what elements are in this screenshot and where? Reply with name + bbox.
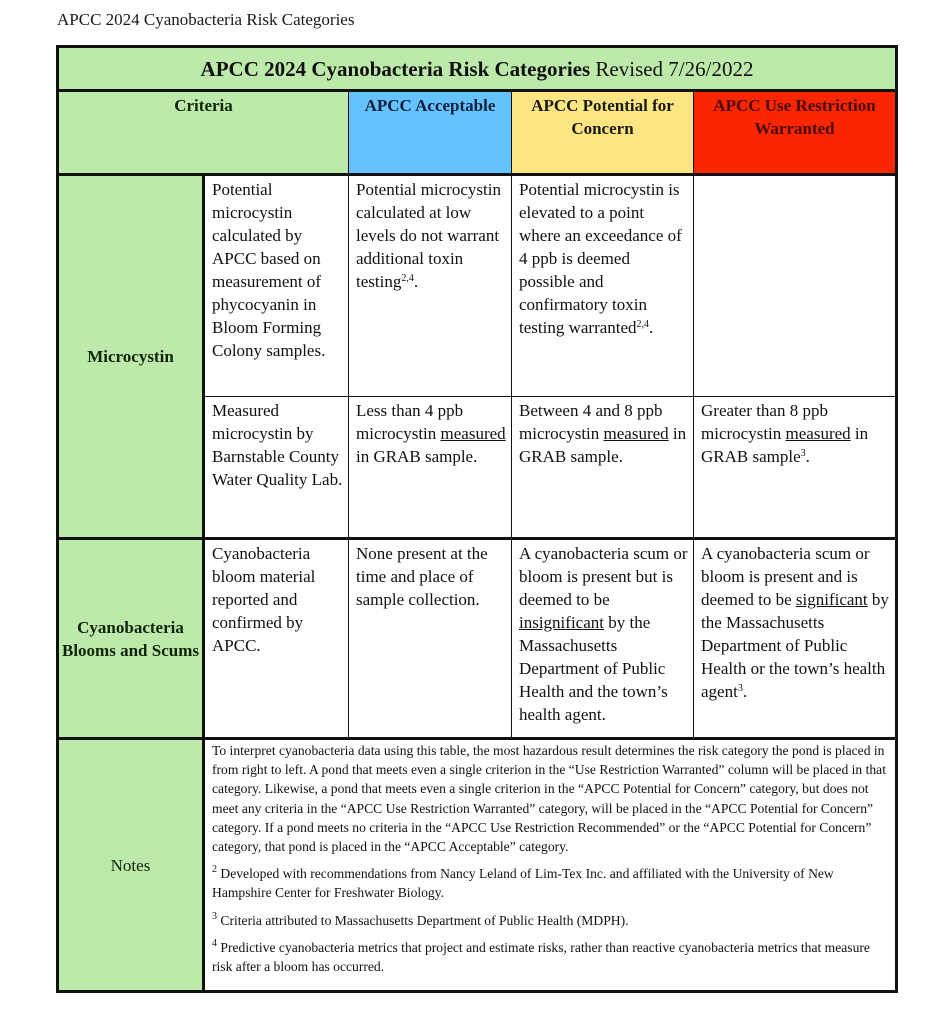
table-title-bold: APCC 2024 Cyanobacteria Risk Categories [200,57,591,81]
footnote-text: Criteria attributed to Massachusetts Department of Public Health (MDPH). [217,912,629,928]
criterion-cell: Measured microcystin by Barnstable County Water Quality Lab. [204,397,349,539]
footnote-text: Predictive cyanobacteria metrics that project and estimate risks, rather than reactive cyanobacteria metrics that measure risk after a bloom has occurred. [212,939,870,975]
cell-text-end: . [742,682,748,701]
table-row [58,175,897,397]
header-criteria: Criteria [58,91,349,175]
restriction-cell [694,175,897,397]
table-title [58,47,897,91]
underlined-text: measured [785,424,851,443]
notes-main-text: To interpret cyanobacteria data using this table, the most hazardous result determines the risk category the pond is placed in from right to left. A pond that meets even a single criterion in the “Use Restriction Warranted” column will be placed in that category. Likewise, a pond that meets even a single criterion in the “APCC Potential for Concern” category, but does not meet any criteria in the “APCC Use Restriction Warranted” category, will be placed in the “APCC Potential for Concern” category. If a pond meets no criteria in the “APCC Use Restriction Recommended” or the “APCC Potential for Concern” category, that pond is placed in the “APCC Acceptable” category. [212,743,886,855]
footnote-number: 3 [212,910,217,922]
cell-text-end: . [805,447,810,466]
underlined-text: significant [795,590,868,609]
footnote-ref: 2,4 [401,273,414,284]
cell-text: in GRAB sample [701,424,869,466]
acceptable-cell [349,175,512,397]
acceptable-cell: None present at the time and place of sample collection. [349,539,512,739]
header-acceptable: APCC Acceptable [349,91,512,175]
cell-text: A cyanobacteria scum or bloom is present but is deemed to be [519,544,688,609]
cell-text: Potential microcystin calculated at low levels do not warrant additional toxin testing [356,180,501,291]
cell-text-end: in GRAB sample. [519,424,687,466]
table-title-row [58,47,897,91]
document-title: APCC 2024 Cyanobacteria Risk Categories [57,10,355,29]
cell-text: A cyanobacteria scum or bloom is present and is deemed to be [701,544,870,609]
footnote-4 [212,938,889,976]
underlined-text: measured [440,424,506,443]
cell-text: Less than 4 ppb microcystin [356,401,464,443]
cell-text-end: . [413,272,419,291]
notes-row [58,739,897,992]
table-row [58,539,897,739]
footnote-number: 4 [212,937,217,949]
criterion-cell: Cyanobacteria bloom material reported and confirmed by APCC. [204,539,349,739]
risk-categories-table [56,45,898,993]
acceptable-cell [349,397,512,539]
row-label-microcystin: Microcystin [58,175,204,539]
underlined-text: measured [603,424,669,443]
footnote-2 [212,864,889,902]
restriction-cell [694,539,897,739]
footnote-3 [212,911,889,930]
cell-text-end: . [649,318,654,337]
criterion-cell: Potential microcystin calculated by APCC based on measurement of phycocyanin in Bloom Forming Colony samples. [204,175,349,397]
footnote-ref: 3 [800,448,806,459]
cell-text-end: in GRAB sample. [356,447,478,466]
row-label-blooms-scums: Cyanobacteria Blooms and Scums [58,539,204,739]
concern-cell [512,539,694,739]
footnote-number: 2 [212,864,217,876]
notes-cell [204,739,897,992]
concern-cell [512,397,694,539]
concern-cell [512,175,694,397]
table-title-revised: Revised 7/26/2022 [590,57,754,81]
cell-text: Between 4 and 8 ppb microcystin [519,401,663,443]
cell-text: by the Massachusetts Department of Public Health or the town’s health agent [701,590,889,701]
header-potential-concern: APCC Potential for Concern [512,91,694,175]
footnote-ref: 3 [737,683,743,694]
footnote-ref: 2,4 [636,319,650,330]
cell-text: Potential microcystin is elevated to a point where an exceedance of 4 ppb is deemed possible and confirmatory toxin testing warranted [519,180,682,337]
restriction-cell [694,397,897,539]
cell-text: Greater than 8 ppb microcystin [701,401,828,443]
header-row [58,91,897,175]
header-use-restriction: APCC Use Restriction Warranted [694,91,897,175]
row-label-notes: Notes [58,739,204,992]
footnote-text: Developed with recommendations from Nancy Leland of Lim-Tex Inc. and affiliated with the University of New Hampshire Center for Freshwater Biology. [212,866,834,901]
underlined-text: insignificant [519,613,604,632]
cell-text-end: by the Massachusetts Department of Public Health and the town’s health agent. [519,613,668,724]
